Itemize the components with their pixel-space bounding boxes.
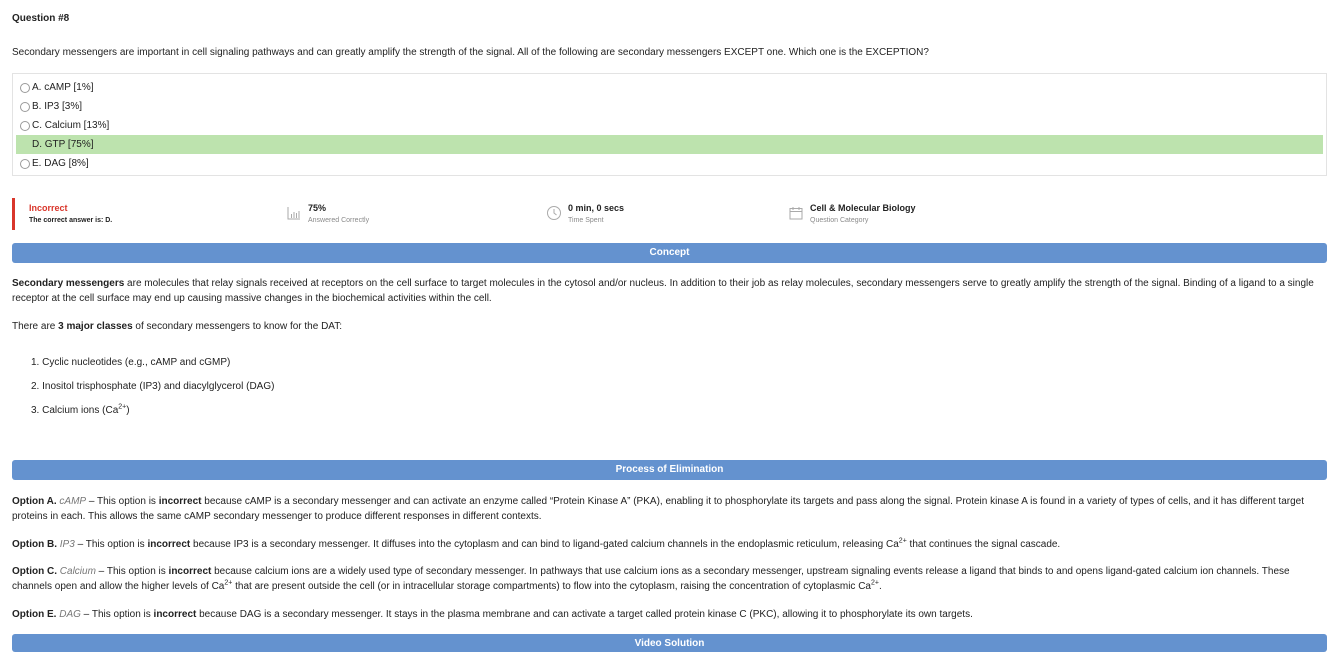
concept-text: are molecules that relay signals received at receptors on the cell surface to target molecules in the cytosol and/or nucleus. In addition to their job as relay molecules, secondary messengers serve to greatly amplify the strength of the signal. Binding of a ligand to a single receptor at the cell surface may end up causing massive changes in the biochemical activities within the cell. xyxy=(12,278,1314,304)
question-category-stat xyxy=(788,198,916,230)
explanation-text: that are present outside the cell (or in intracellular storage compartments) to flow into the cytoplasm, raising the concentration of cytoplasmic Ca xyxy=(232,581,871,592)
explanation-text: that continues the signal cascade. xyxy=(906,539,1061,550)
option-name: DAG xyxy=(59,609,81,620)
explanation-text: . xyxy=(878,581,882,592)
superscript: 2+ xyxy=(871,579,879,587)
answered-label: Answered Correctly xyxy=(308,217,370,224)
incorrect-label: incorrect xyxy=(147,539,191,550)
incorrect-label: incorrect xyxy=(158,496,202,507)
list-text: ) xyxy=(126,405,130,416)
option-c-explanation xyxy=(12,564,1327,594)
explanation-text: because DAG is a secondary messenger. It stays in the plasma membrane and can activate a target called protein kinase C (PKC), allowing it to phosphorylate its own targets. xyxy=(196,609,973,620)
option-d-correct[interactable] xyxy=(16,135,1323,154)
option-b[interactable] xyxy=(16,97,1323,116)
explanation-text: – This option is xyxy=(95,566,169,577)
concept-paragraph-1 xyxy=(12,276,1327,306)
list-text: 3. Calcium ions (Ca xyxy=(31,405,119,416)
result-status xyxy=(12,198,112,230)
concept-text: of secondary messengers to know for the DAT: xyxy=(132,321,342,332)
concept-text: There are xyxy=(12,321,59,332)
incorrect-label: incorrect xyxy=(168,566,212,577)
concept-emphasis: 3 major classes xyxy=(58,321,133,332)
time-spent-value: 0 min, 0 secs xyxy=(568,203,625,213)
explanation-text: because calcium ions are a widely used type of secondary messenger. In pathways that use calcium ions as a secondary messenger, upstream signaling events release a ligand that binds to and opens ligand-gated calcium ion channels. These channels open and allow the higher levels of Ca xyxy=(12,566,1290,592)
option-e[interactable] xyxy=(16,154,1323,173)
radio-icon[interactable] xyxy=(20,121,30,131)
elimination-header[interactable]: Process of Elimination xyxy=(12,460,1327,480)
result-status-text: Incorrect xyxy=(29,203,68,213)
category-value: Cell & Molecular Biology xyxy=(810,203,916,213)
explanation-text: – This option is xyxy=(74,539,148,550)
time-spent-label: Time Spent xyxy=(568,217,604,224)
option-label: D. GTP [75%] xyxy=(32,139,94,150)
option-name: cAMP xyxy=(59,496,87,507)
option-label: Option B. xyxy=(12,539,57,550)
option-label: Option E. xyxy=(12,609,57,620)
explanation-text: because cAMP is a secondary messenger and can activate an enzyme called “Protein Kinase A” (PKA), enabling it to phosphorylate its targets and pass along the signal. Protein kinase A is found in a variety of types of cells, and it has different target proteins in each. This allows the same cAMP secondary messenger to produce different responses in different contexts. xyxy=(12,496,1304,522)
radio-icon[interactable] xyxy=(20,159,30,169)
superscript: 2+ xyxy=(224,579,233,587)
explanation-text: because IP3 is a secondary messenger. It diffuses into the cytoplasm and can bind to ligand-gated calcium channels in the endoplasmic reticulum, releasing Ca xyxy=(190,539,899,550)
answer-options xyxy=(12,73,1327,176)
concept-header[interactable]: Concept xyxy=(12,243,1327,263)
answered-correctly-stat xyxy=(286,198,369,230)
time-spent-stat xyxy=(546,198,624,230)
correct-answer-text: The correct answer is: D. xyxy=(29,217,113,224)
concept-term: Secondary messengers xyxy=(12,278,125,289)
option-name: IP3 xyxy=(59,539,75,550)
superscript: 2+ xyxy=(118,403,127,411)
option-e-explanation xyxy=(12,607,1327,622)
option-label: E. DAG [8%] xyxy=(32,158,89,169)
option-label: C. Calcium [13%] xyxy=(32,120,110,131)
result-stats xyxy=(12,198,1327,230)
bar-chart-icon xyxy=(286,205,302,221)
list-item xyxy=(31,405,130,416)
clock-icon xyxy=(546,205,562,221)
question-text: Secondary messengers are important in cell signaling pathways and can greatly amplify the strength of the signal. All of the following are secondary messengers EXCEPT one. Which one is the EXCEPTION? xyxy=(12,47,929,58)
concept-paragraph-2 xyxy=(12,319,1327,334)
video-solution-header[interactable]: Video Solution xyxy=(12,634,1327,652)
incorrect-label: incorrect xyxy=(153,609,197,620)
question-number: Question #8 xyxy=(12,13,70,24)
option-a[interactable] xyxy=(16,78,1323,97)
option-label: Option C. xyxy=(12,566,57,577)
option-label: A. cAMP [1%] xyxy=(32,82,94,93)
explanation-text: – This option is xyxy=(86,496,159,507)
radio-icon[interactable] xyxy=(20,83,30,93)
option-c[interactable] xyxy=(16,116,1323,135)
radio-icon[interactable] xyxy=(20,102,30,112)
superscript: 2+ xyxy=(898,537,907,545)
answered-percent: 75% xyxy=(308,203,327,213)
list-item: 1. Cyclic nucleotides (e.g., cAMP and cGMP) xyxy=(31,357,231,368)
option-name: Calcium xyxy=(59,566,96,577)
calendar-icon xyxy=(788,205,804,221)
explanation-text: – This option is xyxy=(80,609,154,620)
option-label: B. IP3 [3%] xyxy=(32,101,83,112)
category-label: Question Category xyxy=(810,217,869,224)
option-label: Option A. xyxy=(12,496,57,507)
list-item: 2. Inositol trisphosphate (IP3) and diacylglycerol (DAG) xyxy=(31,381,275,392)
option-b-explanation xyxy=(12,537,1327,552)
option-a-explanation xyxy=(12,494,1327,524)
